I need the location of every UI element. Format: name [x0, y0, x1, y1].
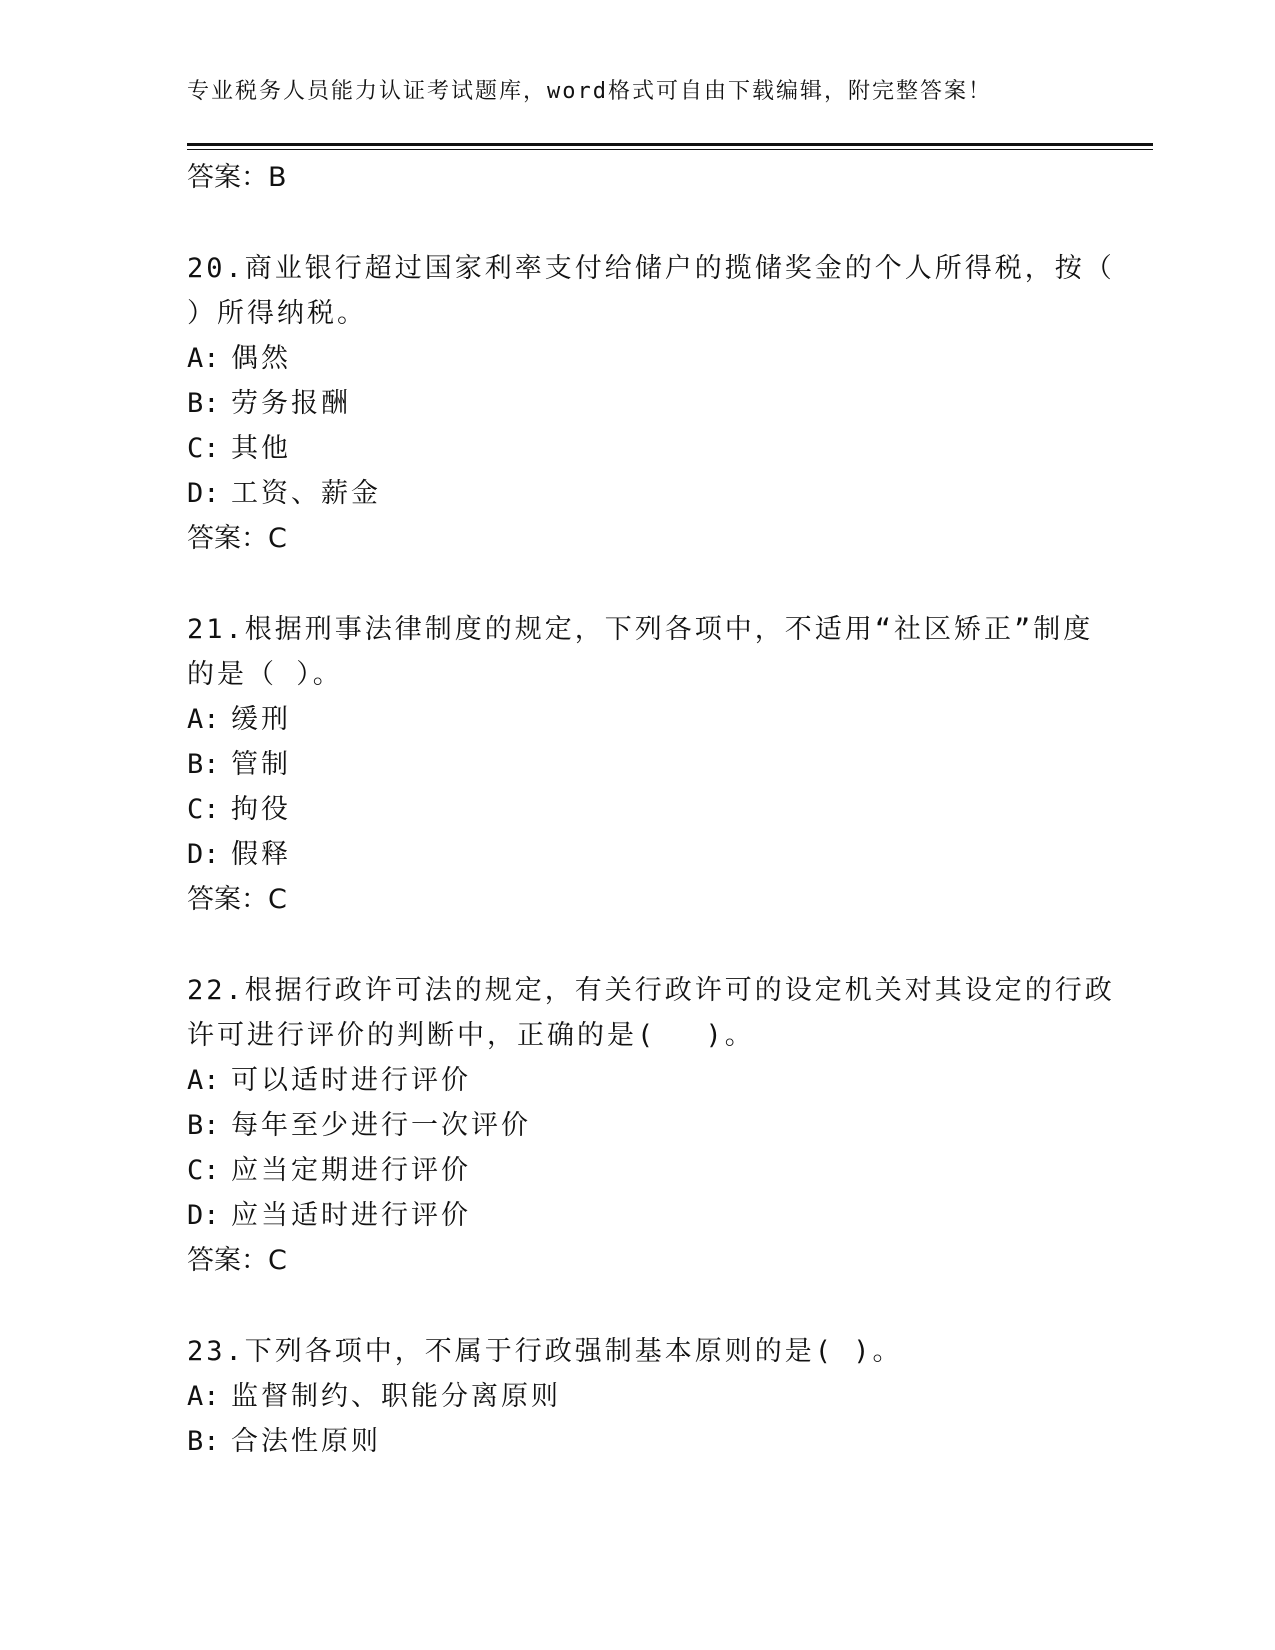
option-label: B:	[187, 749, 220, 780]
question-23	[187, 1329, 1087, 1464]
spacer	[187, 561, 1087, 607]
header-rule-thick	[187, 143, 1153, 146]
option-c	[187, 1148, 1087, 1193]
option-text: 其他	[231, 433, 291, 464]
option-a	[187, 1374, 1087, 1419]
question-stem	[187, 246, 1115, 336]
option-text: 应当定期进行评价	[231, 1155, 471, 1186]
question-content	[187, 155, 1115, 1464]
option-label: C:	[187, 794, 220, 825]
option-a	[187, 697, 1087, 742]
question-stem-line: 20.商业银行超过国家利率支付给储户的揽储奖金的个人所得税，按（	[187, 253, 1115, 284]
option-a	[187, 336, 1087, 381]
question-20	[187, 246, 1115, 607]
option-label: C:	[187, 1155, 220, 1186]
question-stem-line: 的是（ ）。	[187, 659, 343, 690]
option-d	[187, 1193, 1087, 1238]
option-d	[187, 471, 1087, 516]
option-text: 合法性原则	[231, 1426, 381, 1457]
spacer	[187, 200, 1087, 246]
option-text: 拘役	[231, 794, 291, 825]
option-text: 工资、薪金	[231, 478, 381, 509]
option-text: 管制	[231, 749, 291, 780]
option-label: A:	[187, 1381, 220, 1412]
question-stem	[187, 968, 1115, 1058]
question-stem-line: 23.下列各项中，不属于行政强制基本原则的是( )。	[187, 1336, 903, 1367]
answer-line: 答案：C	[187, 1245, 287, 1276]
option-label: D:	[187, 839, 220, 870]
option-a	[187, 1058, 1087, 1103]
answer-line: 答案：C	[187, 884, 287, 915]
option-c	[187, 787, 1087, 832]
question-stem-line: 许可进行评价的判断中，正确的是( )。	[187, 1020, 755, 1051]
question-22	[187, 968, 1115, 1329]
spacer	[187, 922, 1087, 968]
option-b	[187, 1419, 1087, 1464]
option-label: A:	[187, 343, 220, 374]
option-b	[187, 1103, 1087, 1148]
page-header: 专业税务人员能力认证考试题库，word格式可自由下载编辑，附完整答案！	[187, 79, 992, 104]
spacer	[187, 1283, 1087, 1329]
option-text: 可以适时进行评价	[231, 1065, 471, 1096]
option-c	[187, 426, 1087, 471]
option-label: D:	[187, 478, 220, 509]
question-stem-line: 22.根据行政许可法的规定，有关行政许可的设定机关对其设定的行政	[187, 975, 1115, 1006]
option-text: 劳务报酬	[231, 388, 351, 419]
option-label: B:	[187, 388, 220, 419]
option-label: B:	[187, 1110, 220, 1141]
option-d	[187, 832, 1087, 877]
question-stem	[187, 1329, 1087, 1374]
header-rule-thin	[187, 149, 1153, 150]
option-text: 应当适时进行评价	[231, 1200, 471, 1231]
option-label: A:	[187, 704, 220, 735]
option-text: 缓刑	[231, 704, 291, 735]
question-stem	[187, 607, 1094, 697]
option-text: 偶然	[231, 343, 291, 374]
option-text: 监督制约、职能分离原则	[231, 1381, 561, 1412]
option-b	[187, 381, 1087, 426]
option-text: 每年至少进行一次评价	[231, 1110, 531, 1141]
option-label: B:	[187, 1426, 220, 1457]
option-label: C:	[187, 433, 220, 464]
question-stem-line: 21.根据刑事法律制度的规定，下列各项中，不适用“社区矫正”制度	[187, 614, 1094, 645]
option-label: A:	[187, 1065, 220, 1096]
option-label: D:	[187, 1200, 220, 1231]
answer-line: 答案：B	[187, 162, 287, 193]
question-21	[187, 607, 1094, 968]
option-b	[187, 742, 1087, 787]
answer-line: 答案：C	[187, 523, 287, 554]
question-stem-line: ）所得纳税。	[187, 298, 367, 329]
option-text: 假释	[231, 839, 291, 870]
